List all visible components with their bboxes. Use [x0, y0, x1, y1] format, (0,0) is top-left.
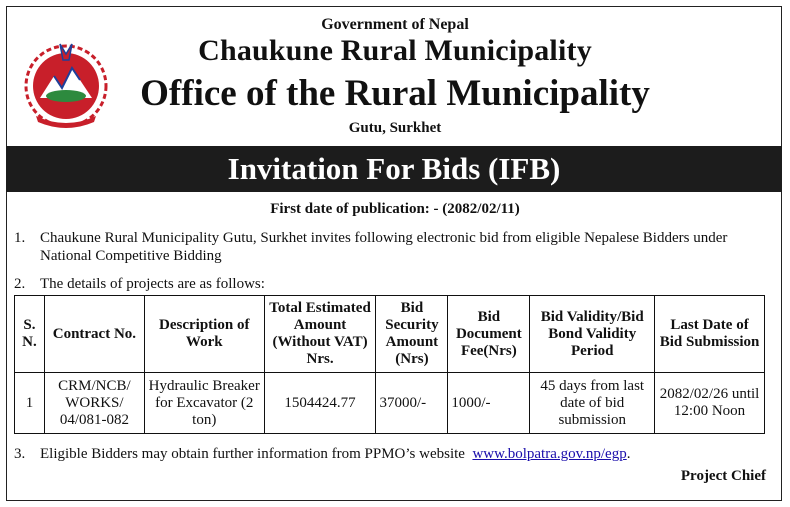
- point-number: 3.: [14, 446, 26, 462]
- cell-sn: 1: [15, 373, 45, 434]
- header-description: Description of Work: [144, 296, 264, 373]
- signatory: Project Chief: [680, 468, 766, 484]
- ppmo-website-link[interactable]: www.bolpatra.gov.np/egp: [472, 446, 627, 462]
- office-location: Gutu, Surkhet: [348, 120, 442, 136]
- cell-contract-no: CRM/NCB/ WORKS/ 04/081-082: [44, 373, 144, 434]
- header-document-fee: Bid Document Fee(Nrs): [448, 296, 530, 373]
- point-text: The details of projects are as follows:: [40, 276, 265, 292]
- cell-document-fee: 1000/-: [448, 373, 530, 434]
- point-text: Eligible Bidders may obtain further information from PPMO’s website: [40, 446, 465, 462]
- point-2: [14, 275, 774, 293]
- point-number: 2.: [14, 276, 26, 292]
- cell-validity: 45 days from last date of bid submission: [530, 373, 655, 434]
- cell-last-date: 2082/02/26 until 12:00 Noon: [655, 373, 765, 434]
- cell-description: Hydraulic Breaker for Excavator (2 ton): [144, 373, 264, 434]
- table-header-row: [15, 296, 765, 373]
- point-number: 1.: [14, 230, 26, 246]
- cell-estimated-amount: 1504424.77: [264, 373, 376, 434]
- point-text: Chaukune Rural Municipality Gutu, Surkhet invites following electronic bid from eligible Nepalese Bidders under National Competitive Bidding: [40, 230, 728, 264]
- header-sn: S. N.: [15, 296, 45, 373]
- point-text-wrapper: [40, 445, 775, 463]
- municipality-name: Chaukune Rural Municipality: [198, 34, 592, 67]
- title-banner: Invitation For Bids (IFB): [6, 146, 782, 192]
- government-heading: Government of Nepal: [321, 16, 469, 33]
- table-row: [15, 373, 765, 434]
- header-last-date: Last Date of Bid Submission: [655, 296, 765, 373]
- header-validity: Bid Validity/Bid Bond Validity Period: [530, 296, 655, 373]
- header-bid-security: Bid Security Amount (Nrs): [376, 296, 448, 373]
- header-contract-no: Contract No.: [44, 296, 144, 373]
- office-name: Office of the Rural Municipality: [140, 73, 650, 114]
- point-suffix: .: [626, 446, 631, 462]
- point-1: [14, 229, 774, 267]
- point-3: [14, 445, 774, 463]
- cell-bid-security: 37000/-: [376, 373, 448, 434]
- header-estimated-amount: Total Estimated Amount (Without VAT) Nrs.: [264, 296, 376, 373]
- publication-date: First date of publication: - (2082/02/11): [270, 201, 520, 217]
- projects-table: [14, 295, 765, 434]
